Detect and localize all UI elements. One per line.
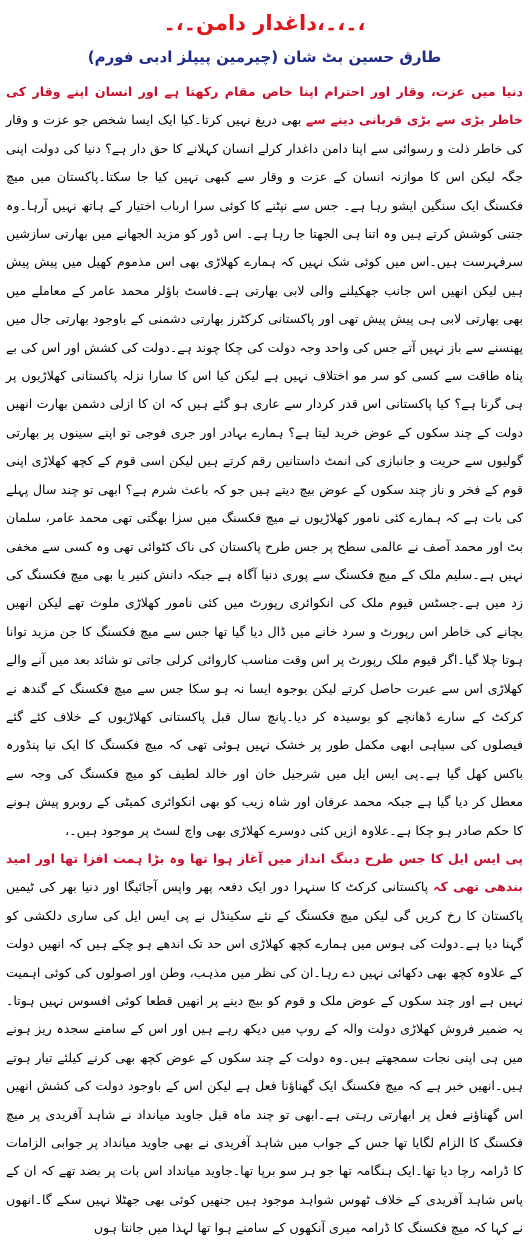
paragraph-1 xyxy=(6,78,523,845)
paragraph-1-text: بھی دریغ نہیں کرتا۔کیا ایک ایسا شخص جو عزت و وقار کی خاطر ذلت و رسوائی سے اپنا دامن داغدار کرلے انسان کہلانے کا حق دار ہے؟ دنیا کی دولت اپنی جگہ لیکن اس کا موازنہ انسان کے عزت و وقار سے کبھی نہیں کیا جا سکتا۔پاکستان میں میچ فکسنگ ایک سنگین ایشو رہا ہے۔ جس سے نپٹنے کا کوئی سرا ارباب اختیار کے ہاتھ نہیں آرہا۔وہ جتنی کوشش کرتے ہیں وہ اتنا ہی الجھتا جا رہا ہے۔ اس ڈور کو مزید الجھانے میں بھارتی سازشیں سرفہرست ہیں۔اس میں کوئی شک نہیں کہ ہمارے کھلاڑی بھی اس مذموم کھیل میں پیش پیش ہیں لیکن انھیں اس جانب جھکیلنے والی لابی بھارتی ہے۔فاسٹ باؤلر محمد عامر کے معاملے میں بھی بھارتی لابی ہی پیش پیش تھی اور پاکستانی کرکٹرز بھارتی دشمنی کے باوجود بھارتی جال میں پھنسنے سے باز نہیں آتے جس کی واحد وجہ دولت کی چکا چوند ہے۔دولت کی کشش اور اس کی بے پناہ طاقت سے کسی کو سر مو اختلاف نہیں ہے لیکن کیا اس کا سارا نزلہ پاکستانی کھلاڑیوں پر ہی گرنا ہے؟ کیا پاکستانی اس قدر کردار سے عاری ہو گئے ہیں کہ ان کا ازلی دشمن بھارت انھیں دولت کے چند سکوں کے عوض خرید لیتا ہے؟ ہمارے بہادر اور جری فوجی تو اپنے سینوں پر بھارتی گولیوں سے حریت و جانبازی کی انمٹ داستانیں رقم کرتے ہیں لیکن اسی قوم کے کچھ کھلاڑی اپنی قوم کے فخر و ناز چند سکوں کے عوض بیچ دیتے ہیں جو کہ باعث شرم ہے؟ ابھی تو چند سال پہلے کی بات ہے کہ ہمارے کئی نامور کھلاڑیوں نے میچ فکسنگ میں سزا بھگتی تھی محمد عامر، سلمان بٹ اور محمد آصف نے عالمی سطح پر جس طرح پاکستان کی ناک کٹوائی تھی وہ کسی سے مخفی نہیں ہے۔سلیم ملک کے میچ فکسنگ سے پوری دنیا آگاہ ہے جبکہ دانش کنیر یا بھی میچ فکسنگ کی زد میں ہے۔جسٹس قیوم ملک کی انکوائری رپورٹ میں کئی نامور کھلاڑی ملوث تھے لیکن انھیں بچانے کی خاطر اس رپورٹ و سرد خانے میں ڈال دیا گیا تھا جس سے میچ فکسنگ کا جن مزید توانا ہوتا چلا گیا۔اگر قیوم ملک رپورٹ پر اس وقت مناسب کاروائی کرلی جاتی تو شائد بعد میں آنے والے کھلاڑی اس سے عبرت حاصل کرتے لیکن بوجوہ ایسا نہ ہو سکا جس سے میچ فکسنگ کے گندھ نے کرکٹ کے سارے ڈھانچے کو بوسیدہ کر دیا۔پانچ سال قبل پاکستانی کھلاڑیوں کے خلاف کئے گئے فیصلوں کی سیاہی ابھی مکمل طور پر خشک نہیں ہوئی تھی کہ میچ فکسنگ کا ایک نیا پنڈورہ باکس کھل گیا ہے۔پی ایس ایل میں شرجیل خان اور خالد لطیف کو میچ فکسنگ کی وجہ سے معطل کر دیا گیا ہے جبکہ محمد عرفان اور شاہ زیب کو بھی انکوائری کمیٹی کے روبرو پیش ہونے کا حکم صادر ہو چکا ہے۔علاوہ ازیں کئی دوسرے کھلاڑی بھی واچ لسٹ پر موجود ہیں۔، xyxy=(6,112,523,838)
paragraph-2 xyxy=(6,845,523,1243)
paragraph-2-text: پاکستانی کرکٹ کا سنہرا دور ایک دفعہ پھر واپس آجائیگا اور دنیا بھر کی ٹیمیں پاکستان کا رخ کریں گی لیکن میچ فکسنگ کے نئے سکینڈل نے پی ایس ایل کی ساری دلکشی کو گہنا دیا ہے۔دولت کی ہوس میں ہمارے کچھ کھلاڑی اس حد تک اندھے ہو چکے ہیں کہ انھیں دولت کے علاوہ کچھ بھی دکھائی نہیں دے رہا۔ان کی نظر میں مذہب، وطن اور اصولوں کی کوئی اہمیت نہیں ہے اور چند سکوں کے عوض ملک و قوم کو بیچ دینے پر انھیں قطعا کوئی افسوس نہیں ہوتا۔یہ ضمیر فروش کھلاڑی دولت والہ کے روپ میں دیکھ رہے ہیں اور اس کے سامنے سجدہ ریز ہونے میں ہی اپنی نجات سمجھتے ہیں۔وہ دولت کے چند سکوں کے عوض کچھ بھی کرنے کیلئے تیار ہوتے ہیں۔انھیں خبر ہے کہ میچ فکسنگ ایک گھناؤنا فعل ہے لیکن اس کے باوجود دولت کی کشش انھیں اس گھناؤنے فعل پر ابھارتی رہتی ہے۔ابھی تو چند ماہ قبل جاوید میانداد نے شاہد آفریدی پر میچ فکسنگ کا الزام لگایا تھا جس کے جواب میں شاہد آفریدی نے بھی جاوید میانداد پر جوابی الزامات کا ڈرامہ رچا دیا تھا۔ایک ہنگامہ تھا جو ہر سو برپا تھا۔جاوید میانداد اس بات پر بضد تھے کہ ان کے پاس شاہد آفریدی کے خلاف ٹھوس شواہد موجود ہیں جنھیں کوئی بھی جھٹلا نہیں سکے گا۔انھوں نے کہا کہ میچ فکسنگ کا ڈرامہ میری آنکھوں کے سامنے ہوا تھا لہذا میں جانتا ہوں xyxy=(6,879,523,1236)
article-byline: طارق حسین بٹ شان (چیرمین پیپلز ادبی فورم) xyxy=(87,48,442,66)
article-title: ۔،۔،داغدار دامن۔،۔، xyxy=(163,11,366,35)
paragraph-2-lead: پی ایس ایل کا جس طرح دبنگ انداز میں آغاز ہوا تھا وہ بڑا ہمت افزا تھا اور امید بندھی تھی کہ xyxy=(6,850,524,895)
paragraph-1-lead: دنیا میں عزت، وقار اور احترام اپنا خاص مقام رکھتا ہے اور انسان اپنے وقار کی خاطر بڑی سے بڑی قربانی دینے سے xyxy=(6,84,523,128)
article-body xyxy=(6,78,523,1243)
